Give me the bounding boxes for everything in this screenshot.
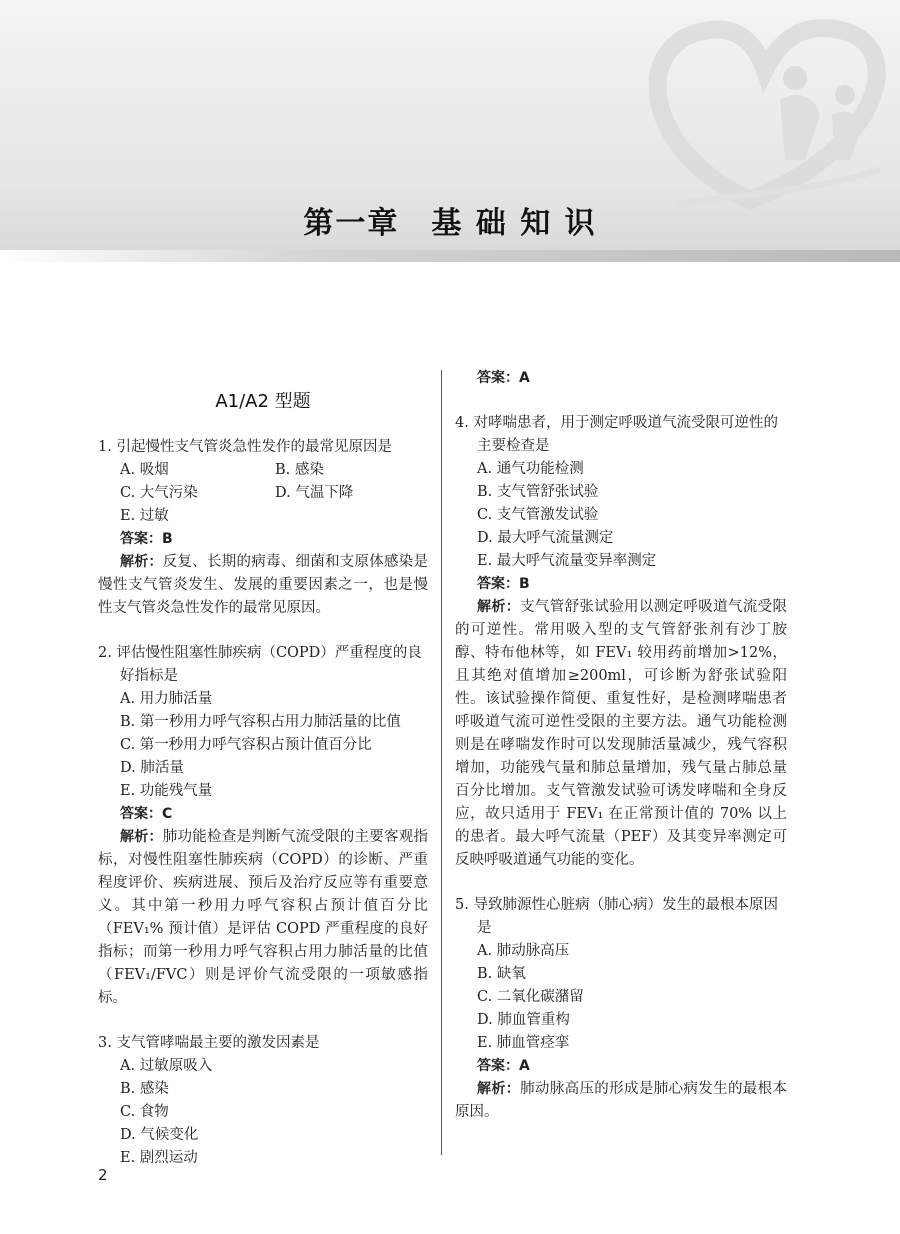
option-c: C. 支气管激发试验: [477, 507, 599, 523]
header-stripe: [0, 250, 900, 262]
answer: 答案：A: [477, 370, 530, 386]
option-e: E. 肺血管痉挛: [477, 1035, 570, 1051]
column-divider: [441, 370, 442, 1155]
analysis-text: 反复、长期的病毒、细菌和支原体感染是慢性支气管炎发生、发展的重要因素之一，也是慢性支气管炎急性发作的最常见原因。: [98, 554, 428, 616]
option-list: [455, 458, 787, 573]
option-list: [98, 1055, 428, 1170]
question-stem: 4. 对哮喘患者，用于测定呼吸道气流受限可逆性的主要检查是: [455, 415, 778, 454]
option-c: C. 大气污染: [120, 485, 198, 501]
analysis-text: 支气管舒张试验用以测定呼吸道气流受限的可逆性。常用吸入型的支气管舒张剂有沙丁胺醇、特布他林等，如 FEV₁ 较用药前增加>12%，且其绝对值增加≥200ml，可诊断为舒张试验阳性。该试验操作简便、重复性好，是检测哮喘患者呼吸道气流可逆性受限的主要方法。通气功能检测则是在哮喘发作时可以发现肺活量减少，残气容积增加，功能残气量和肺总量增加，残气量占肺总量百分比增加。支气管激发试验可诱发哮喘和全身反应，故只适用于 FEV₁ 在正常预计值的 70% 以上的患者。最大呼气流量（PEF）及其变异率测定可反映呼吸道通气功能的变化。: [455, 599, 788, 868]
option-a: A. 吸烟: [120, 462, 169, 478]
analysis-label: 解析：: [120, 554, 163, 570]
analysis-label: 解析：: [120, 829, 163, 845]
answer: 答案：A: [477, 1058, 530, 1074]
section-title: A1/A2 型题: [215, 391, 311, 412]
analysis-label: 解析：: [477, 1081, 521, 1097]
option-a: A. 过敏原吸入: [120, 1058, 213, 1074]
option-e: E. 过敏: [120, 508, 169, 524]
option-e: E. 剧烈运动: [120, 1150, 198, 1166]
question-1: [98, 436, 428, 620]
answer: 答案：C: [120, 806, 173, 822]
option-b: B. 支气管舒张试验: [477, 484, 599, 500]
option-list: [98, 459, 428, 528]
option-e: E. 功能残气量: [120, 783, 213, 799]
option-a: A. 通气功能检测: [477, 461, 584, 477]
option-a: A. 用力肺活量: [120, 691, 213, 707]
option-b: B. 感染: [120, 1081, 169, 1097]
option-a: A. 肺动脉高压: [477, 943, 570, 959]
page-number: 2: [98, 1166, 108, 1184]
analysis: [455, 1078, 787, 1124]
analysis-label: 解析：: [477, 599, 521, 615]
option-b: B. 感染: [275, 462, 324, 478]
question-4: [455, 412, 787, 872]
chapter-title: 第一章 基 础 知 识: [303, 206, 597, 241]
right-column: [455, 367, 787, 1146]
question-3: [98, 1032, 428, 1170]
answer: 答案：B: [477, 576, 530, 592]
left-column: [98, 384, 428, 1192]
analysis: [98, 551, 428, 620]
option-e: E. 最大呼气流量变异率测定: [477, 553, 657, 569]
analysis: [455, 596, 787, 872]
question-3-answer: [455, 367, 787, 390]
question-stem: 5. 导致肺源性心脏病（肺心病）发生的最根本原因是: [455, 897, 778, 936]
option-d: D. 肺血管重构: [477, 1012, 570, 1028]
analysis-text: 肺功能检查是判断气流受限的主要客观指标，对慢性阻塞性肺疾病（COPD）的诊断、严重程度评价、疾病进展、预后及治疗反应等有重要意义。其中第一秒用力呼气容积占预计值百分比（FEV₁% 预计值）是评估 COPD 严重程度的良好指标；而第一秒用力呼气容积占用力肺活量的比值（FEV₁/FVC）则是评价气流受限的一项敏感指标。: [98, 829, 428, 1006]
question-stem: 2. 评估慢性阻塞性肺疾病（COPD）严重程度的良好指标是: [98, 645, 422, 684]
option-d: D. 气候变化: [120, 1127, 199, 1143]
option-d: D. 肺活量: [120, 760, 184, 776]
question-stem: 1. 引起慢性支气管炎急性发作的最常见原因是: [98, 439, 392, 455]
analysis: [98, 826, 428, 1010]
option-c: C. 食物: [120, 1104, 169, 1120]
question-5: [455, 894, 787, 1124]
question-stem: 3. 支气管哮喘最主要的激发因素是: [98, 1035, 320, 1051]
option-c: C. 二氧化碳潴留: [477, 989, 584, 1005]
option-b: B. 缺氧: [477, 966, 526, 982]
option-list: [98, 688, 428, 803]
option-c: C. 第一秒用力呼气容积占预计值百分比: [120, 737, 372, 753]
option-d: D. 最大呼气流量测定: [477, 530, 614, 546]
question-2: [98, 642, 428, 1010]
option-d: D. 气温下降: [275, 485, 354, 501]
analysis-text: 肺动脉高压的形成是肺心病发生的最根本原因。: [455, 1081, 788, 1120]
option-b: B. 第一秒用力呼气容积占用力肺活量的比值: [120, 714, 401, 730]
answer: 答案：B: [120, 531, 173, 547]
option-list: [455, 940, 787, 1055]
